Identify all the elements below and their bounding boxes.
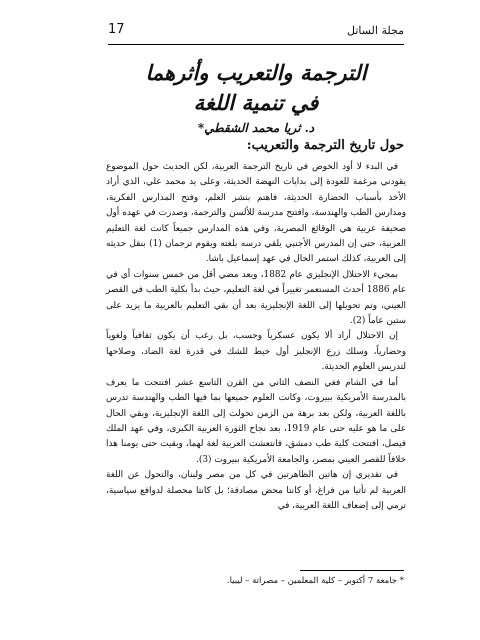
footnote-divider <box>300 570 404 571</box>
article-body <box>106 160 406 514</box>
paragraph: أما في الشام فغي النصف الثاني من القرن التاسع عشر افتتحت ما يعرف بالمدرسة الأمريكية ببيروت، وكانت العلوم جميعها بما فيها الطب والهندسة تدرس باللغة العربية، ولكن بعد برهة من الزمن تحولت إلى اللغة الإنجليزية، وبقي الحال على ما هو عليه حتى عام 1919، بعد نجاح الثورة العربية الكبرى، وفي عهد الملك فيصل، افتتحت كلية طب دمشق، فانتعشت العربية لغة لهما، وبقيت حتى يومنا هذا خلافاً للقصر العيني بمصر، والجامعة الأمريكية ببيروت (3). <box>106 377 406 465</box>
article-title-line-2: في تنمية اللغة <box>193 90 319 115</box>
section-heading: حول تاريخ الترجمة والتعريب: <box>246 138 404 153</box>
page-number: 17 <box>108 22 125 37</box>
journal-title: مجلة الساتل <box>347 24 404 37</box>
paragraph: إن الاحتلال أراد ألا يكون عسكرياً وحسب، بل رغب أن يكون ثقافياً ولغوياً وحضارياً، وسلك زرع الإنجليز أول خيط للشك في قدرة لغة الضاد، وصلاحها لتدريس العلوم الحديثة. <box>106 331 406 373</box>
page-header <box>108 22 404 45</box>
paragraph: في تقديري إن هاتين الظاهرتين في كل من مصر ولبنان، والتحول عن اللغة العربية لم تأتيا من فراغ، أو كانتا محض مصادفة؛ بل كانتا محصلة لدوافع سياسية، ترمي إلى إضعاف اللغة العربية، في <box>106 470 406 511</box>
footnote: * جامعة 7 أكتوبر – كلية المعلمين – مصراتة – ليبيا. <box>226 576 404 586</box>
paragraph: في البدء لا أود الخوض في تاريخ الترجمة العربية، لكن الحديث حول الموضوع يقودني مرغمة للعودة إلى بدايات النهضة الحديثة، وعلى يد محمد علي، الذي أراد الأخذ بأسباب الحضارة الحديثة، فاهتم بنشر العلم، وفتح المدارس الفكرية، ومدارس الطب والهندسة، وافتتح مدرسة للألسن والترجمة، وصدرت في عهده أول صحيفة عربية هي الوقائع المصرية، وفي هذه المدارس جميعاً كانت لغة التعليم العربية، حتى إن المدرس الأجنبي يلقي درسه بلغته ويقوم ترجمان (1) بنقل حديثه إلى العربية، كذلك استمر الحال في عهد إسماعيل باشا. <box>106 162 406 265</box>
author-name: د. ثريا محمد الشقطي* <box>197 121 315 135</box>
paragraph: بمجيء الاحتلال الإنجليزي عام 1882، وبعد مضي أقل من خمس سنوات أي في عام 1886 أحدث المستعمر تغييراً في لغة التعليم، حيث بدأ بكلية الطب في القصر العيني، وتم تحويلها إلى اللغة الإنجليزية بعد أن بقي التعليم بالعربية ما يزيد على ستين عاماً (2). <box>106 269 407 327</box>
article-title-line-1: الترجمة والتعريب وأثرهما <box>145 60 367 85</box>
